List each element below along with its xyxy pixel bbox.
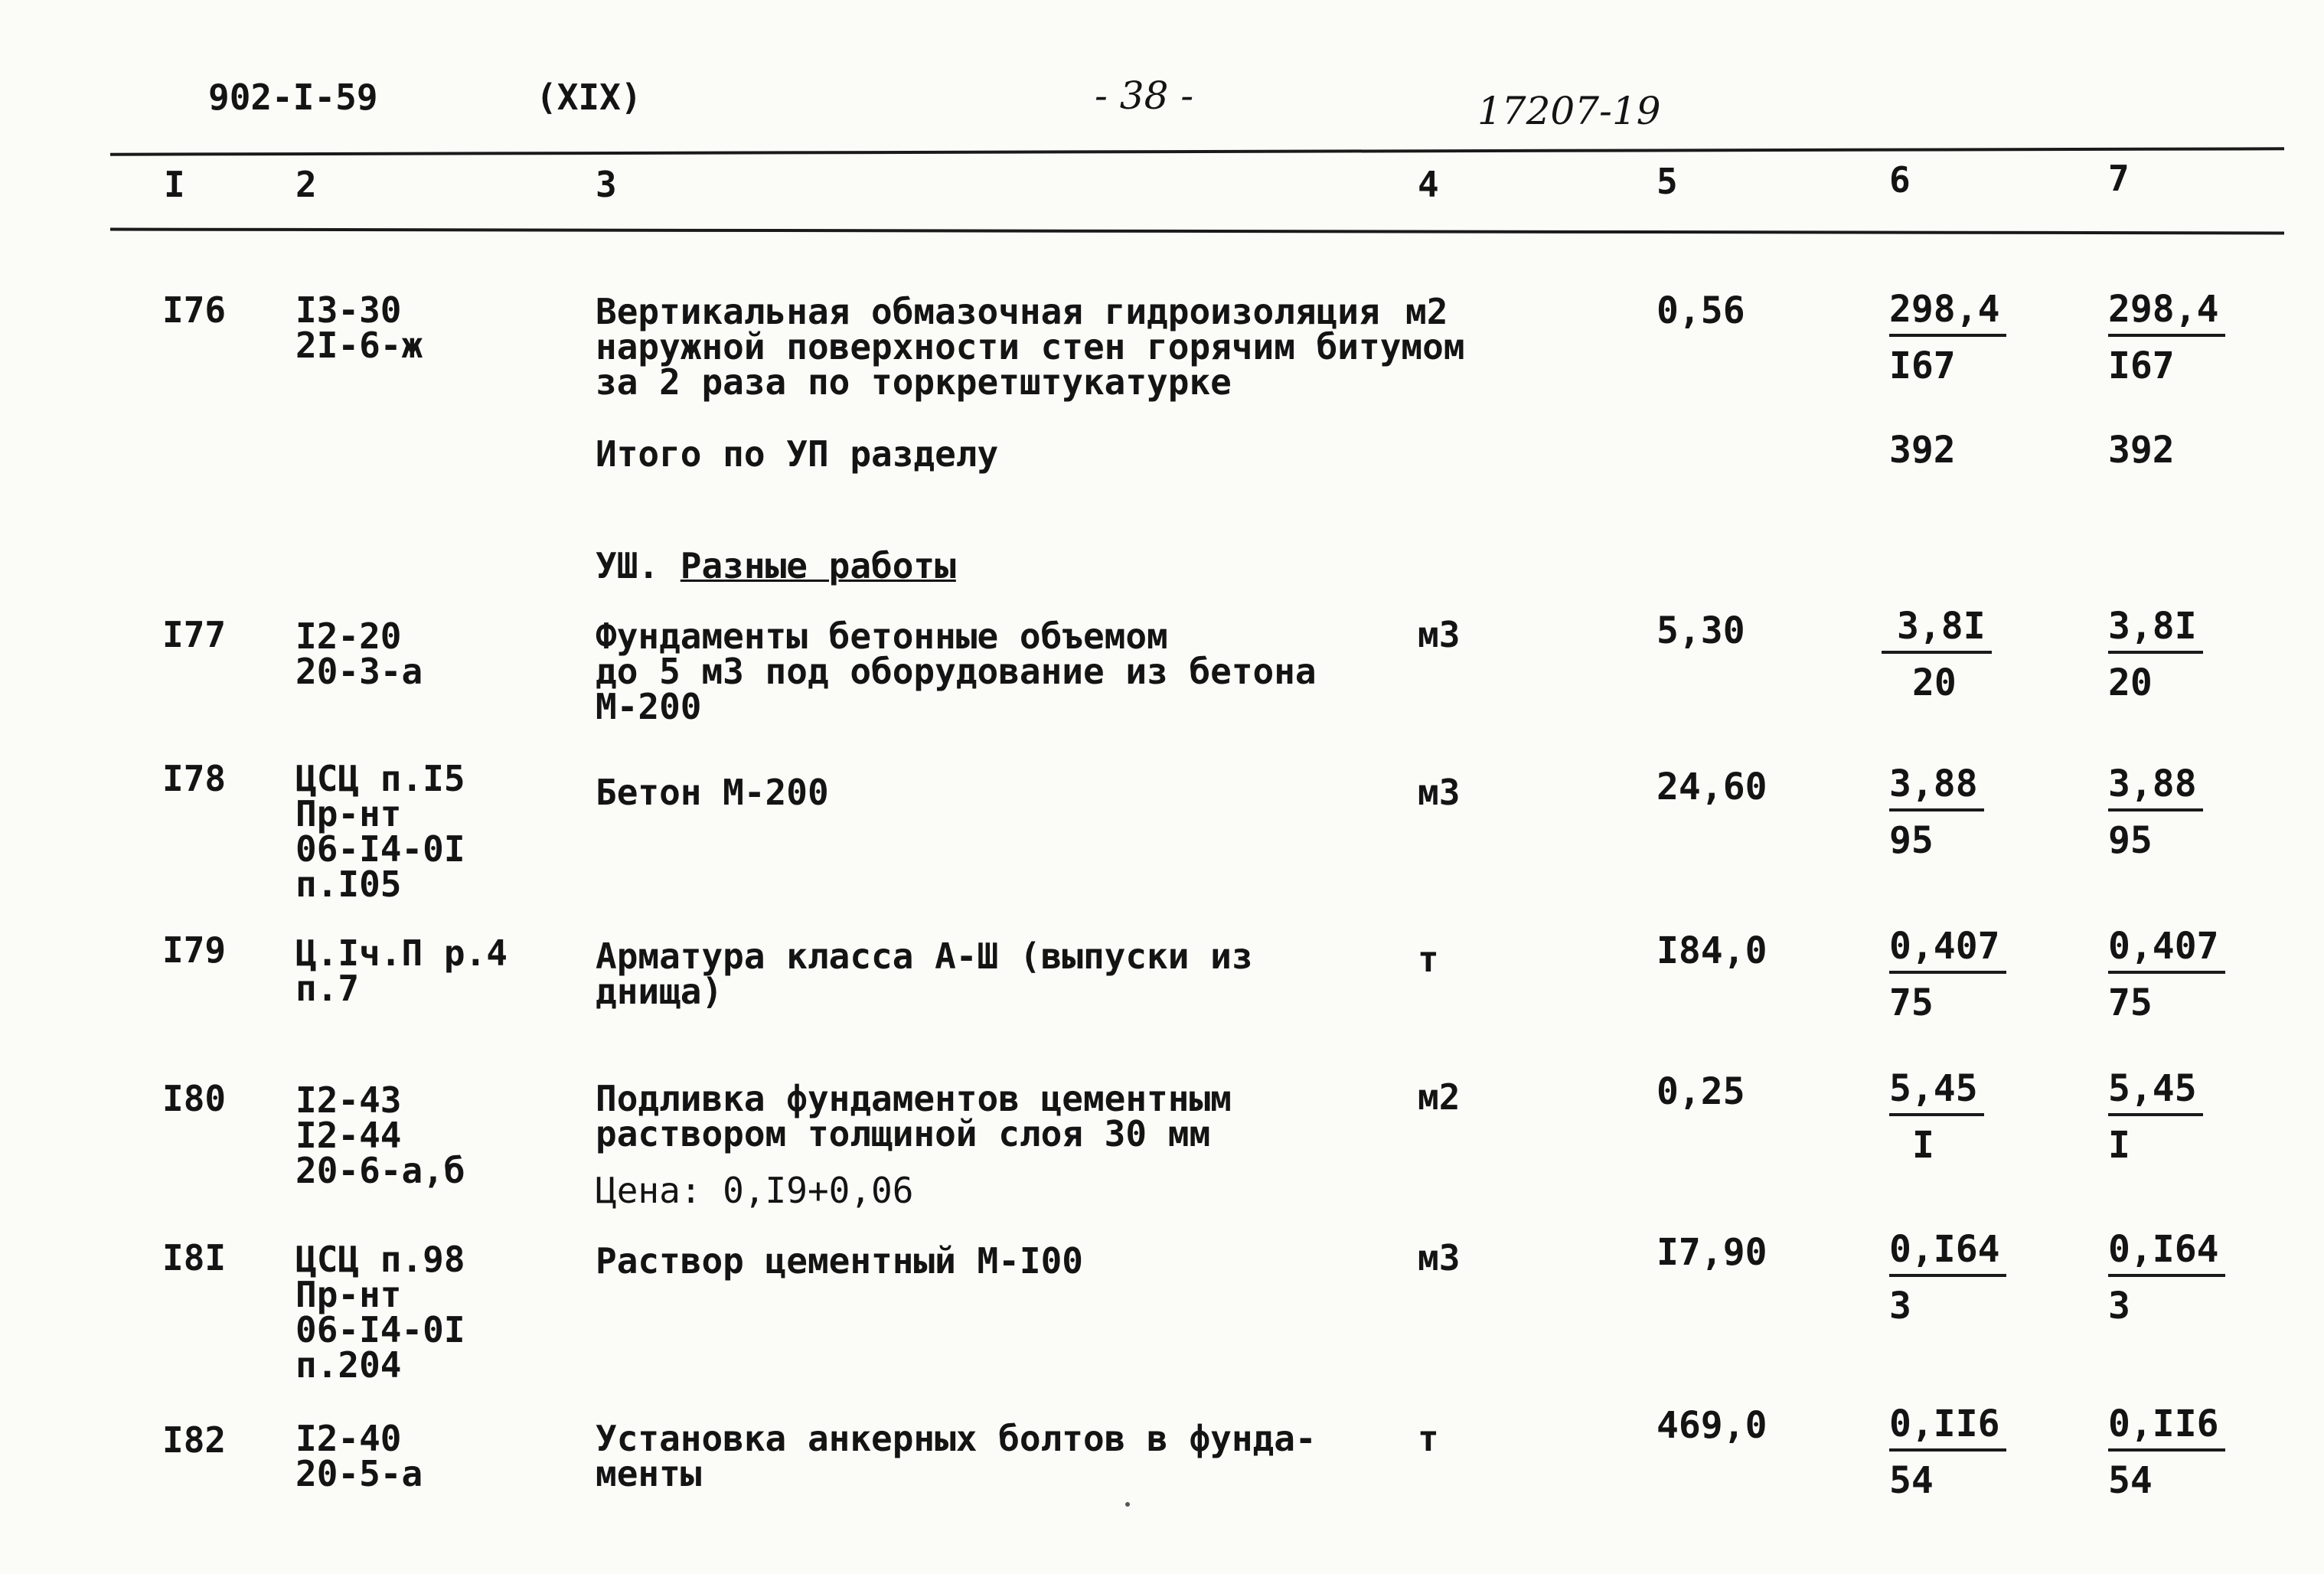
row-number: I79	[162, 929, 227, 971]
row-code: ЦСЦ п.98 Пр-нт 06-I4-0I п.204	[295, 1239, 465, 1386]
table-top-rule	[110, 147, 2284, 155]
row-cost-unit	[1882, 605, 1992, 704]
row-description: Вертикальная обмазочная гидроизоляция наружной поверхности стен горячим битумом за 2 раза по торкретштукатурке	[596, 291, 1465, 403]
cost-unit-wage: I	[1912, 1124, 1934, 1167]
row-description: Подливка фундаментов цементным раствором толщиной слоя 30 мм	[596, 1078, 1232, 1154]
column-header-3: 3	[596, 164, 617, 205]
row-quantity: 469,0	[1657, 1404, 1767, 1447]
cost-total-wage: 3	[2108, 1285, 2130, 1327]
row-quantity: 0,56	[1657, 289, 1745, 332]
row-unit: м2	[1405, 291, 1448, 332]
row-description: Установка анкерных болтов в фунда- менты	[596, 1418, 1317, 1494]
row-description: Раствор цементный М-I00	[596, 1240, 1083, 1282]
cost-unit-wage: I67	[1889, 345, 1956, 387]
row-cost-unit	[1889, 288, 2006, 387]
row-cost-unit	[1889, 1403, 2006, 1502]
scan-speck	[1125, 1502, 1130, 1507]
row-number: I8I	[162, 1237, 227, 1278]
row-unit: м3	[1418, 772, 1461, 813]
row-description: Арматура класса А-Ш (выпуски из днища)	[596, 936, 1253, 1012]
row-description: Фундаменты бетонные объемом до 5 м3 под оборудование из бетона М-200	[596, 616, 1317, 727]
row-cost-total	[2108, 925, 2225, 1024]
cost-unit-wage: 20	[1912, 661, 1957, 704]
column-header-6: 6	[1889, 159, 1911, 201]
row-number: I78	[162, 758, 227, 799]
row-unit: м3	[1418, 1237, 1461, 1278]
row-number: I82	[162, 1419, 227, 1461]
row-code: Ц.Iч.П р.4 п.7	[295, 932, 508, 1009]
row-cost-total	[2108, 1067, 2203, 1167]
stamp-number: 17207-19	[1477, 89, 1661, 133]
row-cost-total	[2108, 605, 2203, 704]
cost-total-wage: 54	[2108, 1459, 2153, 1502]
cost-total-wage: I67	[2108, 345, 2175, 387]
column-header-7: 7	[2108, 158, 2130, 199]
cost-unit-wage: 95	[1889, 819, 1934, 862]
table-header-rule	[110, 228, 2284, 235]
row-quantity: I84,0	[1657, 929, 1767, 972]
column-header-2: 2	[295, 164, 317, 205]
row-code: I2-40 20-5-а	[295, 1418, 423, 1494]
row-cost-total	[2108, 288, 2225, 387]
row-unit: т	[1418, 939, 1439, 980]
row-quantity: I7,90	[1657, 1231, 1767, 1274]
section-prefix: УШ.	[596, 545, 660, 586]
row-cost-unit	[1889, 1067, 1984, 1167]
section-heading	[596, 545, 956, 586]
row-code: ЦСЦ п.I5 Пр-нт 06-I4-0I п.I05	[295, 758, 465, 905]
doc-code: 902-I-59	[208, 77, 378, 118]
page-number: - 38 -	[1095, 73, 1194, 118]
cost-total-value: 0,I64	[2108, 1228, 2225, 1277]
section-code: (XIX)	[536, 77, 642, 118]
row-quantity: 5,30	[1657, 609, 1745, 652]
row-description: Бетон М-200	[596, 772, 829, 813]
row-cost-total	[2108, 1228, 2225, 1327]
cost-unit-wage: 3	[1889, 1285, 1911, 1327]
row-number: I76	[162, 289, 227, 331]
row-code: I3-30 2I-6-ж	[295, 289, 423, 366]
subtotal-col7: 392	[2108, 429, 2175, 472]
cost-unit-value: 3,88	[1889, 763, 1984, 811]
column-header-4: 4	[1418, 164, 1439, 205]
cost-unit-value: 298,4	[1889, 288, 2006, 337]
cost-total-wage: 75	[2108, 981, 2153, 1024]
cost-unit-wage: 54	[1889, 1459, 1934, 1502]
cost-unit-value: 0,407	[1889, 925, 2006, 974]
row-quantity: 24,60	[1657, 766, 1767, 808]
column-header-5: 5	[1657, 161, 1678, 202]
cost-total-value: 5,45	[2108, 1067, 2203, 1116]
row-code: I2-43 I2-44 20-6-а,б	[295, 1079, 465, 1191]
row-number: I77	[162, 614, 227, 655]
cost-total-value: 0,II6	[2108, 1403, 2225, 1452]
row-number: I80	[162, 1078, 227, 1119]
cost-unit-value: 5,45	[1889, 1067, 1984, 1116]
row-cost-unit	[1889, 763, 1984, 862]
row-quantity: 0,25	[1657, 1070, 1745, 1113]
cost-unit-wage: 75	[1889, 981, 1934, 1024]
cost-total-value: 3,8I	[2108, 605, 2203, 654]
row-cost-unit	[1889, 1228, 2006, 1327]
cost-total-wage: I	[2108, 1124, 2130, 1167]
cost-total-wage: 20	[2108, 661, 2153, 704]
row-cost-total	[2108, 1403, 2225, 1502]
row-code: I2-20 20-3-а	[295, 616, 423, 692]
column-header-1: I	[164, 164, 185, 205]
section-title: Разные работы	[680, 545, 956, 586]
cost-unit-value: 3,8I	[1882, 605, 1992, 654]
cost-total-value: 298,4	[2108, 288, 2225, 337]
row-unit: т	[1418, 1418, 1439, 1459]
cost-total-value: 0,407	[2108, 925, 2225, 974]
cost-unit-value: 0,I64	[1889, 1228, 2006, 1277]
cost-total-wage: 95	[2108, 819, 2153, 862]
row-unit: м2	[1418, 1076, 1461, 1118]
cost-unit-value: 0,II6	[1889, 1403, 2006, 1452]
row-unit: м3	[1418, 614, 1461, 655]
row-cost-unit	[1889, 925, 2006, 1024]
subtotal-label: Итого по УП разделу	[596, 433, 999, 475]
row-price: Цена: 0,I9+0,06	[596, 1170, 914, 1211]
row-cost-total	[2108, 763, 2203, 862]
subtotal-col6: 392	[1889, 429, 1956, 472]
cost-total-value: 3,88	[2108, 763, 2203, 811]
